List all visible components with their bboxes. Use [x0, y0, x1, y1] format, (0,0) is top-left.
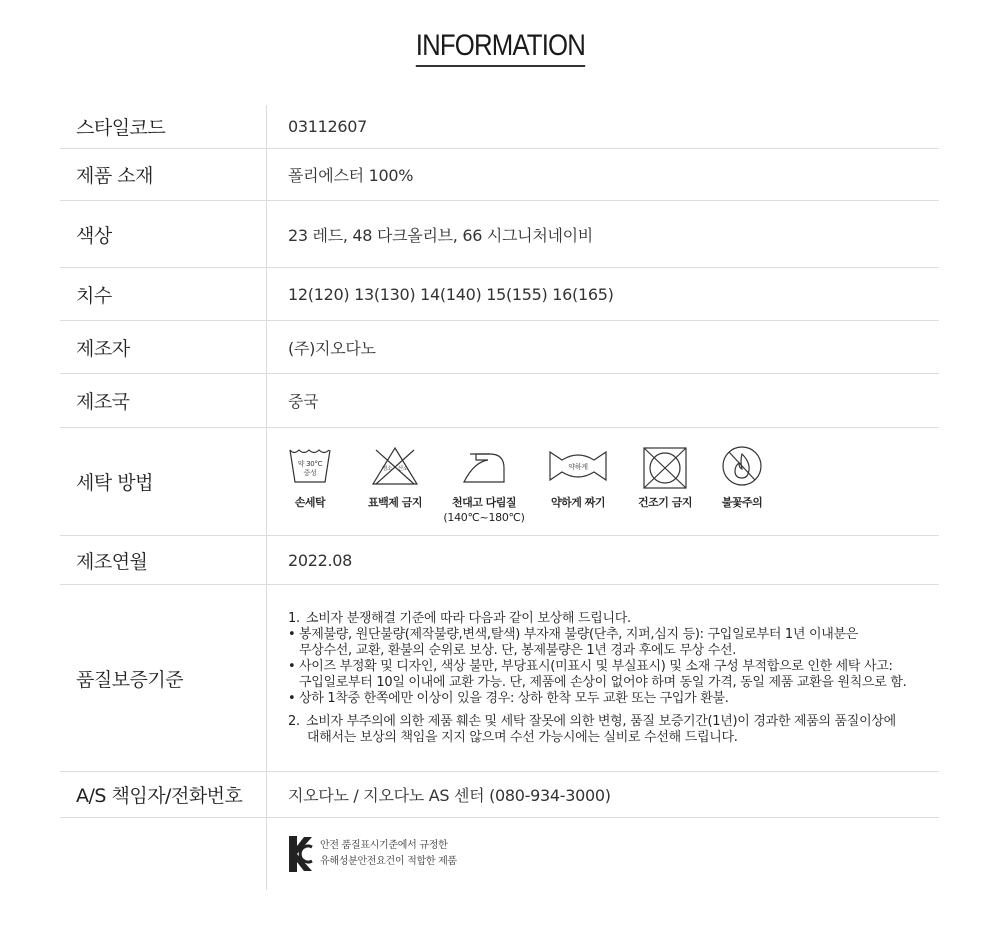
- label-style-code: 스타일코드: [60, 105, 267, 148]
- row-kc: [60, 818, 939, 890]
- row-size: [60, 268, 939, 321]
- bullet-3: •: [288, 690, 296, 706]
- wash-temp-text: 약 30°C: [297, 460, 323, 468]
- row-color: [60, 201, 939, 268]
- bullet-2: •: [288, 658, 296, 674]
- care-item-wring: [542, 446, 614, 510]
- care-sub-iron-temp: (140℃~180℃): [443, 511, 525, 524]
- row-wash: [60, 428, 939, 536]
- page-title-wrap: [0, 28, 1000, 67]
- quality-text-2: 소비자 부주의에 의한 제품 훼손 및 세탁 잘못에 의한 변형, 품질 보증기간(1년)이 경과한 제품의 품질이상에: [306, 713, 896, 729]
- label-date: 제조연월: [60, 536, 267, 584]
- bleach-oxygen-text: 산소: [397, 466, 409, 472]
- kc-text-line-1: 안전 품질표시기준에서 규정한: [320, 840, 448, 851]
- care-item-no-dryer: [630, 446, 700, 510]
- care-label-wring: 약하게 짜기: [551, 496, 605, 509]
- value-style-code: 03112607: [288, 117, 368, 136]
- kc-text-line-2: 유해성분안전요건이 적합한 제품: [320, 856, 457, 867]
- care-label-no-bleach: 표백제 금지: [368, 496, 422, 509]
- row-quality: [60, 585, 939, 772]
- value-as: 지오다노 / 지오다노 AS 센터 (080-934-3000): [288, 786, 611, 805]
- kc-certification-icon: [288, 835, 314, 873]
- quality-num-1: 1.: [288, 610, 300, 626]
- row-country: [60, 374, 939, 428]
- quality-text-block: [267, 585, 939, 771]
- label-color: 색상: [60, 201, 267, 267]
- row-date: [60, 536, 939, 585]
- quality-bullet-1-cont: 무상수선, 교환, 환불의 순위로 보상. 단, 봉제불량은 1년 경과 후에도 무상 수선.: [299, 642, 737, 658]
- kc-mark: [288, 835, 457, 873]
- quality-line-2-cont: 대해서는 보상의 책임을 지지 않으며 수선 가능시에는 실비로 수선해 드립니다.: [307, 729, 738, 745]
- care-item-iron: [444, 446, 524, 524]
- no-bleach-icon: [370, 446, 420, 486]
- quality-line-2: [288, 714, 896, 730]
- care-item-no-bleach: [356, 446, 434, 510]
- label-country: 제조국: [60, 374, 267, 427]
- care-label-no-dryer: 건조기 금지: [638, 496, 692, 509]
- label-as: A/S 책임자/전화번호: [60, 772, 267, 817]
- care-item-hand-wash: [288, 446, 332, 510]
- label-wash: 세탁 방법: [60, 428, 267, 535]
- quality-bullet-1: [288, 627, 858, 643]
- label-material: 제품 소재: [60, 149, 267, 200]
- quality-line-1: [288, 611, 631, 627]
- quality-bullet-1-text: 봉제불량, 원단불량(제작불량,변색,탈색) 부자재 불량(단추, 지퍼,심지 등): 구입일로부터 1년 이내분은: [299, 626, 859, 642]
- value-material: 폴리에스터 100%: [288, 166, 414, 185]
- row-maker: [60, 321, 939, 374]
- row-as: [60, 772, 939, 818]
- iron-icon: [460, 446, 508, 486]
- bullet-1: •: [288, 626, 296, 642]
- no-tumble-dry-icon: [642, 446, 688, 490]
- quality-text-1: 소비자 분쟁해결 기준에 따라 다음과 같이 보상해 드립니다.: [306, 610, 631, 626]
- quality-bullet-3: [288, 691, 729, 707]
- row-material: [60, 149, 939, 201]
- wash-neutral-text: 중성: [303, 469, 317, 477]
- label-size: 치수: [60, 268, 267, 320]
- label-kc-empty: [60, 818, 267, 890]
- quality-bullet-2-text: 사이즈 부정확 및 디자인, 색상 불만, 부당표시(미표시 및 부실표시) 및 소재 구성 부적합으로 인한 세탁 사고:: [299, 658, 893, 674]
- label-quality: 품질보증기준: [60, 585, 267, 771]
- value-maker: (주)지오다노: [288, 338, 376, 358]
- wash-30c-icon: [288, 446, 332, 486]
- row-style-code: [60, 105, 939, 149]
- wring-gentle-text: 약하게: [568, 463, 588, 471]
- value-size: 12(120) 13(130) 14(140) 15(155) 16(165): [288, 284, 614, 304]
- quality-bullet-2: [288, 659, 893, 675]
- no-fire-icon: [720, 446, 764, 488]
- info-table: [60, 105, 939, 890]
- value-date: 2022.08: [288, 550, 353, 570]
- value-color: 23 레드, 48 다크올리브, 66 시그니처네이비: [288, 225, 593, 245]
- kc-text: [320, 838, 457, 870]
- kc-mark-block: [267, 818, 939, 890]
- quality-bullet-3-text: 상하 1착중 한쪽에만 이상이 있을 경우: 상하 한착 모두 교환 또는 구입가 환불.: [299, 690, 729, 706]
- care-item-no-fire: [712, 446, 772, 510]
- care-label-iron: 천대고 다림질: [451, 496, 517, 509]
- quality-bullet-2-cont: 구입일로부터 10일 이내에 교환 가능. 단, 제품에 손상이 없어야 하며 동일 가격, 동일 제품 교환을 원칙으로 함.: [299, 674, 907, 690]
- page-title: INFORMATION: [415, 28, 584, 67]
- care-label-no-fire: 불꽃주의: [721, 496, 763, 509]
- quality-num-2: 2.: [288, 713, 300, 729]
- bleach-chlorine-text: 염소: [381, 466, 393, 472]
- value-country: 중국: [288, 392, 319, 411]
- care-label-hand-wash: 손세탁: [294, 496, 326, 509]
- gentle-wring-icon: [548, 446, 608, 486]
- label-maker: 제조자: [60, 321, 267, 373]
- care-icons: [267, 428, 939, 535]
